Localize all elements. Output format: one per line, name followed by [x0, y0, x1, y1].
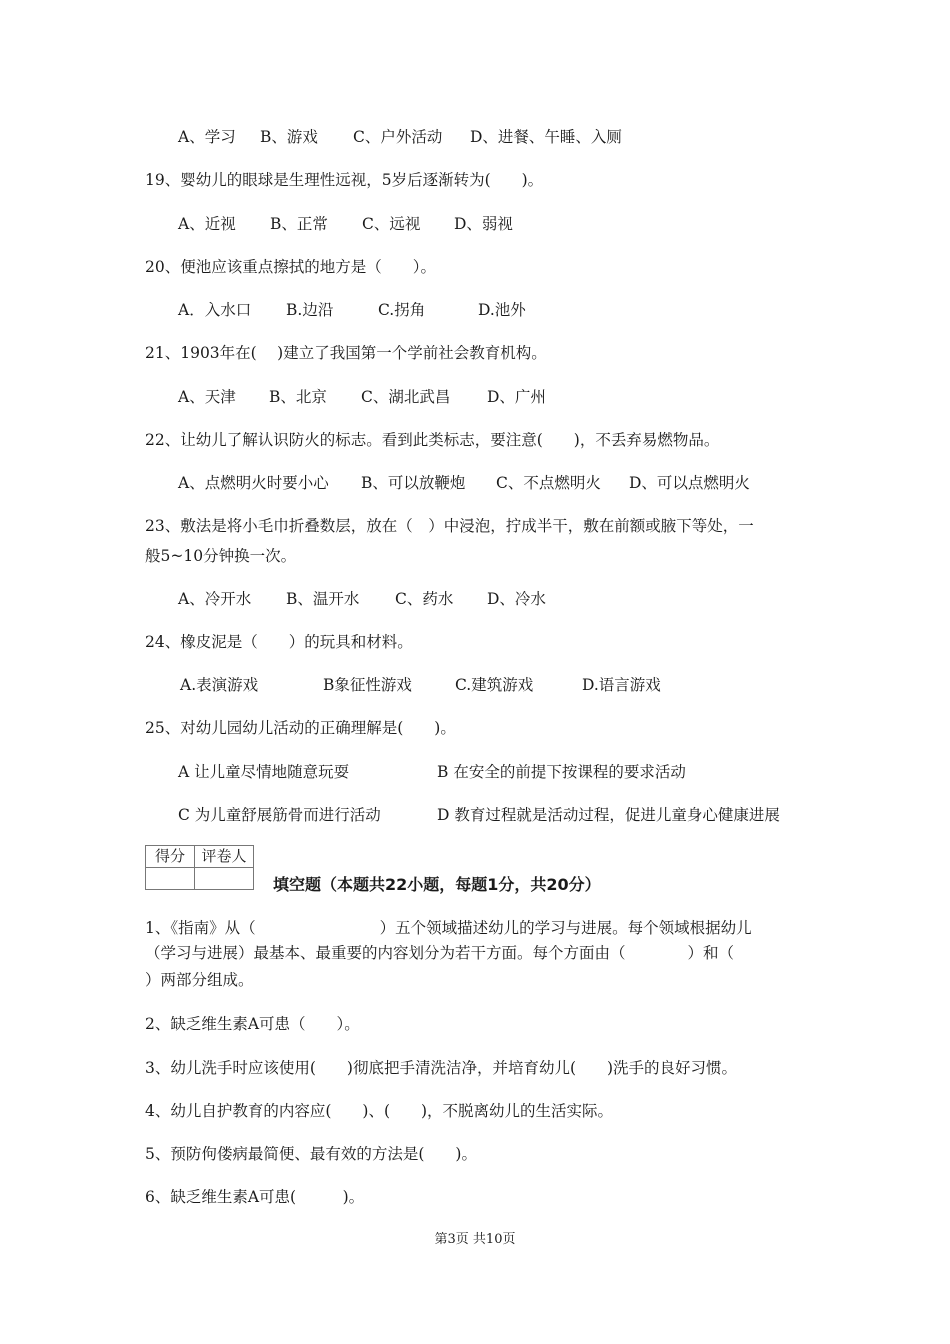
- q25-option-d: D 教育过程就是活动过程，促进儿童身心健康进展: [437, 806, 780, 824]
- q23-stem-line2: 般5~10分钟换一次。: [145, 547, 297, 565]
- q22-option-b: B、可以放鞭炮: [361, 474, 466, 492]
- q24-option-b: B象征性游戏: [323, 676, 412, 694]
- fill-q5: 5、预防佝偻病最简便、最有效的方法是( )。: [145, 1145, 477, 1163]
- q23-option-d: D、冷水: [487, 590, 546, 608]
- q20-option-c: C.拐角: [378, 301, 426, 319]
- fill-q2: 2、缺乏维生素A可患（ ）。: [145, 1015, 360, 1033]
- fill-q1-line1: 1、《指南》从（ ）五个领域描述幼儿的学习与进展。每个领域根据幼儿: [145, 919, 752, 937]
- q25-option-b: B 在安全的前提下按课程的要求活动: [437, 763, 686, 781]
- page-footer: 第3页 共10页: [434, 1232, 516, 1247]
- q25-option-c: C 为儿童舒展筋骨而进行活动: [178, 806, 381, 824]
- q22-stem: 22、让幼儿了解认识防火的标志。看到此类标志，要注意( )，不丢弃易燃物品。: [145, 431, 720, 449]
- score-cell: [146, 868, 195, 890]
- q19-option-a: A、近视: [178, 215, 236, 233]
- fill-q3: 3、幼儿洗手时应该使用( )彻底把手清洗洁净，并培育幼儿( )洗手的良好习惯。: [145, 1059, 738, 1077]
- q24-option-d: D.语言游戏: [582, 676, 661, 694]
- fill-q1-line3: ）两部分组成。: [145, 971, 254, 989]
- q21-option-d: D、广州: [487, 388, 546, 406]
- q23-stem-line1: 23、敷法是将小毛巾折叠数层，放在（ ）中浸泡，拧成半干，敷在前额或腋下等处，一: [145, 517, 754, 535]
- grader-cell: [195, 868, 254, 890]
- q22-option-c: C、不点燃明火: [496, 474, 601, 492]
- q21-option-c: C、湖北武昌: [361, 388, 451, 406]
- score-box: [145, 845, 254, 890]
- score-header: 得分: [146, 846, 195, 868]
- q24-stem: 24、橡皮泥是（ ）的玩具和材料。: [145, 633, 413, 651]
- fill-q6: 6、缺乏维生素A可患( )。: [145, 1188, 365, 1206]
- q24-option-a: A.表演游戏: [180, 676, 259, 694]
- q19-stem: 19、婴幼儿的眼球是生理性远视，5岁后逐渐转为( )。: [145, 171, 544, 189]
- q18-option-a: A、学习: [178, 128, 236, 146]
- q19-option-c: C、远视: [362, 215, 421, 233]
- q23-option-c: C、药水: [395, 590, 454, 608]
- grader-header: 评卷人: [195, 846, 254, 868]
- q21-option-b: B、北京: [269, 388, 327, 406]
- q23-option-a: A、冷开水: [178, 590, 252, 608]
- q20-option-b: B.边沿: [286, 301, 334, 319]
- fill-q1-line2: （学习与进展）最基本、最重要的内容划分为若干方面。每个方面由（ ）和（: [145, 944, 735, 962]
- q23-option-b: B、温开水: [286, 590, 360, 608]
- q25-option-a: A 让儿童尽情地随意玩耍: [178, 763, 350, 781]
- q19-option-b: B、正常: [270, 215, 328, 233]
- q18-option-b: B、游戏: [260, 128, 318, 146]
- q20-option-a: A．入水口: [178, 301, 252, 319]
- q20-option-d: D.池外: [478, 301, 526, 319]
- q24-option-c: C.建筑游戏: [455, 676, 534, 694]
- q18-option-c: C、户外活动: [353, 128, 443, 146]
- q18-option-d: D、进餐、午睡、入厕: [470, 128, 622, 146]
- q22-option-a: A、点燃明火时要小心: [178, 474, 329, 492]
- q21-stem: 21、1903年在( )建立了我国第一个学前社会教育机构。: [145, 344, 547, 362]
- section-title: 填空题（本题共22小题，每题1分，共20分）: [273, 875, 601, 894]
- q25-stem: 25、对幼儿园幼儿活动的正确理解是( )。: [145, 719, 456, 737]
- q19-option-d: D、弱视: [454, 215, 513, 233]
- fill-q4: 4、幼儿自护教育的内容应( )、( )，不脱离幼儿的生活实际。: [145, 1102, 614, 1120]
- q22-option-d: D、可以点燃明火: [629, 474, 750, 492]
- q20-stem: 20、便池应该重点擦拭的地方是（ ）。: [145, 258, 436, 276]
- q21-option-a: A、天津: [178, 388, 236, 406]
